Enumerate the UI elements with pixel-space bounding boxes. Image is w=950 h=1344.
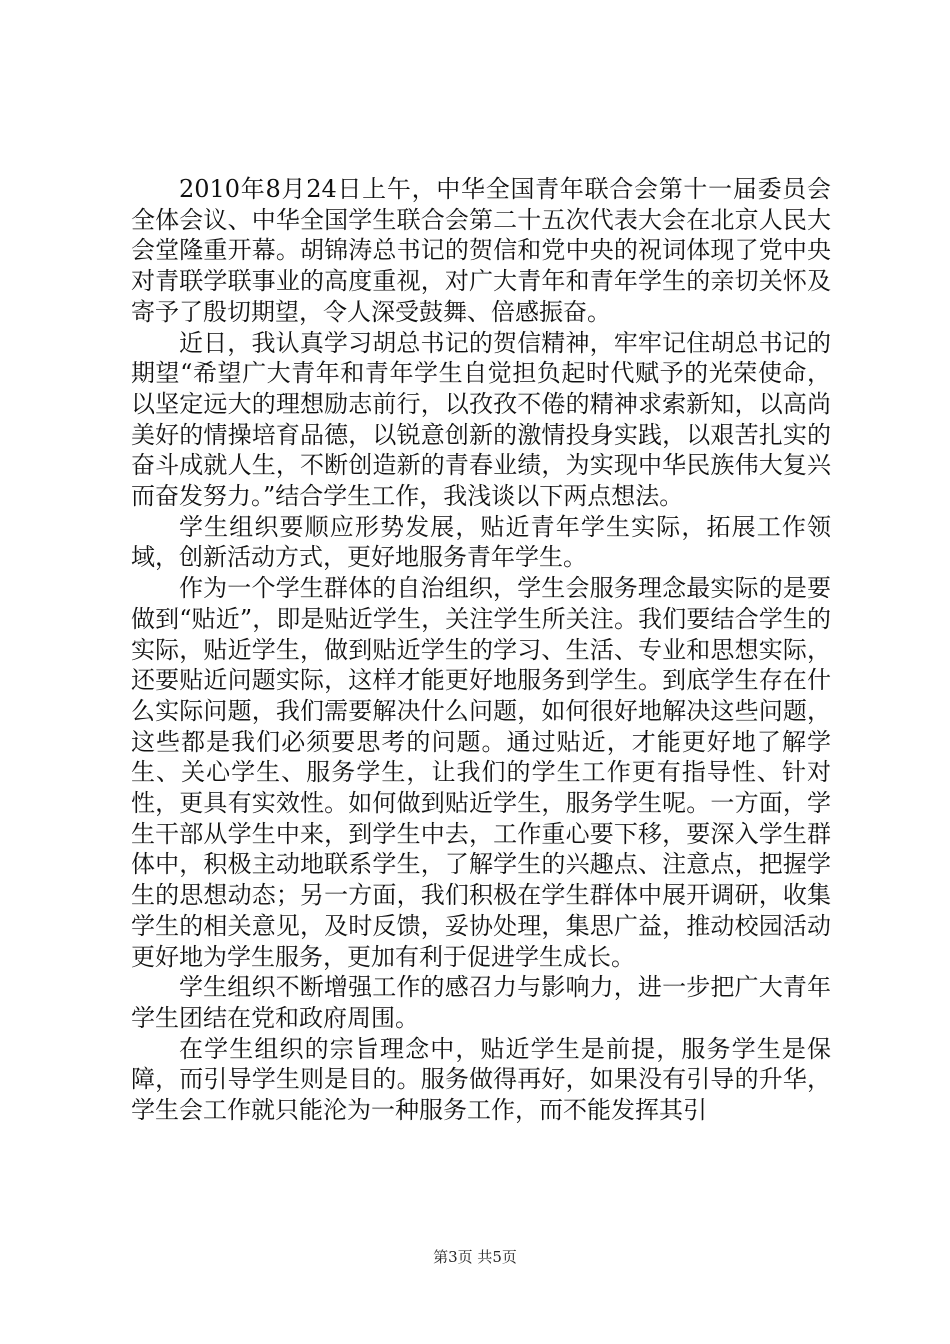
paragraph-5: 学生组织不断增强工作的感召力与影响力，进一步把广大青年学生团结在党和政府周围。 xyxy=(131,973,831,1032)
paragraph-4: 作为一个学生群体的自治组织，学生会服务理念最实际的是要做到“贴近”，即是贴近学生，关注学生所关注。我们要结合学生的实际，贴近学生，做到贴近学生的学习、生活、专业和思想实际，还要贴近问题实际，这样才能更好地服务到学生。到底学生存在什么实际问题，我们需要解决什么问题，如何很好地解决这些问题，这些都是我们必须要思考的问题。通过贴近，才能更好地了解学生、关心学生、服务学生，让我们的学生工作更有指导性、针对性，更具有实效性。如何做到贴近学生，服务学生呢。一方面，学生干部从学生中来，到学生中去，工作重心要下移，要深入学生群体中，积极主动地联系学生，了解学生的兴趣点、注意点，把握学生的思想动态；另一方面，我们积极在学生群体中展开调研，收集学生的相关意见，及时反馈，妥协处理，集思广益，推动校园活动更好地为学生服务，更加有利于促进学生成长。 xyxy=(131,574,831,971)
document-body xyxy=(131,174,831,1126)
page-number-footer: 第3页 共5页 xyxy=(433,1248,517,1266)
paragraph-6: 在学生组织的宗旨理念中，贴近学生是前提，服务学生是保障，而引导学生则是目的。服务做得再好，如果没有引导的升华，学生会工作就只能沦为一种服务工作，而不能发挥其引 xyxy=(131,1034,831,1125)
paragraph-2: 近日，我认真学习胡总书记的贺信精神，牢牢记住胡总书记的期望“希望广大青年和青年学生自觉担负起时代赋予的光荣使命，以坚定远大的理想励志前行，以孜孜不倦的精神求索新知，以高尚美好的情操培育品德，以锐意创新的激情投身实践，以艰苦扎实的奋斗成就人生，不断创造新的青春业绩，为实现中华民族伟大复兴而奋发努力。”结合学生工作，我浅谈以下两点想法。 xyxy=(131,328,831,511)
paragraph-1: 2010年8月24日上午，中华全国青年联合会第十一届委员会全体会议、中华全国学生联合会第二十五次代表大会在北京人民大会堂隆重开幕。胡锦涛总书记的贺信和党中央的祝词体现了党中央对青联学联事业的高度重视，对广大青年和青年学生的亲切关怀及寄予了殷切期望，令人深受鼓舞、倍感振奋。 xyxy=(131,175,831,326)
paragraph-3: 学生组织要顺应形势发展，贴近青年学生实际，拓展工作领域，创新活动方式，更好地服务青年学生。 xyxy=(131,512,831,572)
